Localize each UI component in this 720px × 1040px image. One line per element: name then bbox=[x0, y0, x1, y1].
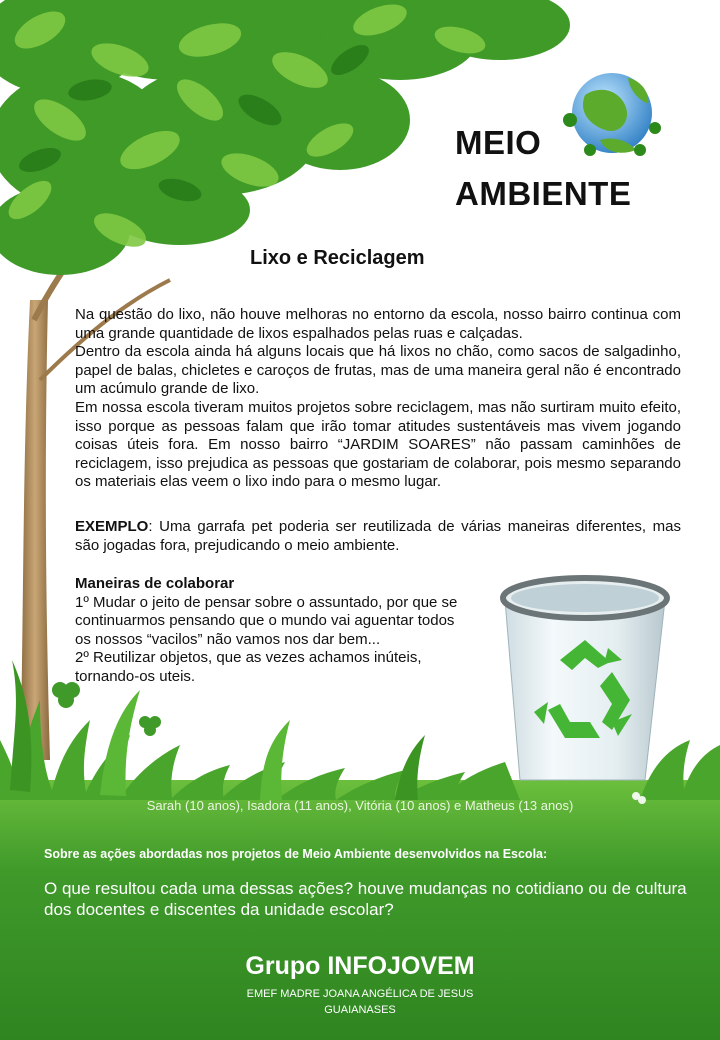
ways-section bbox=[75, 575, 465, 687]
page-title-line-1: MEIO bbox=[455, 124, 542, 161]
ways-item: 1º Mudar o jeito de pensar sobre o assuntado, por que se continuarmos pensando que o mundo vai aguentar todos os nossos “vacilos” não vamos nos dar bem... bbox=[75, 593, 458, 648]
district-name: GUAIANASES bbox=[324, 1004, 396, 1016]
example-paragraph bbox=[75, 518, 681, 555]
example-text: : Uma garrafa pet poderia ser reutilizada de várias maneiras diferentes, mas são jogadas fora, prejudicando o meio ambiente. bbox=[75, 518, 681, 554]
earth-globe-icon bbox=[563, 73, 661, 156]
recycle-bin-icon bbox=[503, 578, 667, 780]
school-name: EMEF MADRE JOANA ANGÉLICA DE JESUS bbox=[246, 988, 474, 1000]
body-text bbox=[75, 306, 681, 492]
section-subtitle: Lixo e Reciclagem bbox=[250, 247, 425, 269]
ways-title: Maneiras de colaborar bbox=[75, 575, 235, 592]
page-title-line-2: AMBIENTE bbox=[455, 175, 632, 212]
body-paragraph: Dentro da escola ainda há alguns locais que há lixos no chão, como sacos de salgadinho, papel de balas, chicletes e caroços de frutas, mas de uma maneira geral não é encontrado um acúmulo grande de lixo. bbox=[75, 343, 681, 398]
question-text: O que resultou cada uma dessas ações? houve mudanças no cotidiano ou de cultura dos docentes e discentes da unidade escolar? bbox=[44, 879, 687, 919]
body-paragraph: Em nossa escola tiveram muitos projetos sobre reciclagem, mas não surtiram muito efeito, isso porque as pessoas falam que irão tomar atitudes sustentáveis mas vivem jogando coisas úteis fora. Em nosso bairro “JARDIM SOARES” não passam caminhões de reciclagem, isso prejudica as pessoas que gostariam de colaborar, pois mesmo separando os materiais elas veem o lixo indo para o mesmo lugar. bbox=[75, 398, 681, 491]
students-credits: Sarah (10 anos), Isadora (11 anos), Vitória (10 anos) e Matheus (13 anos) bbox=[146, 798, 574, 813]
example-label: EXEMPLO bbox=[75, 518, 149, 535]
body-paragraph: Na questão do lixo, não houve melhoras no entorno da escola, nosso bairro continua com uma grande quantidade de lixos espalhados pelas ruas e calçadas. bbox=[75, 306, 681, 342]
ways-item: 2º Reutilizar objetos, que as vezes achamos inúteis, tornando-os uteis. bbox=[75, 649, 422, 685]
question-intro: Sobre as ações abordadas nos projetos de Meio Ambiente desenvolvidos na Escola: bbox=[44, 847, 548, 861]
clover-icon bbox=[52, 682, 161, 736]
group-name: Grupo INFOJOVEM bbox=[245, 952, 475, 980]
